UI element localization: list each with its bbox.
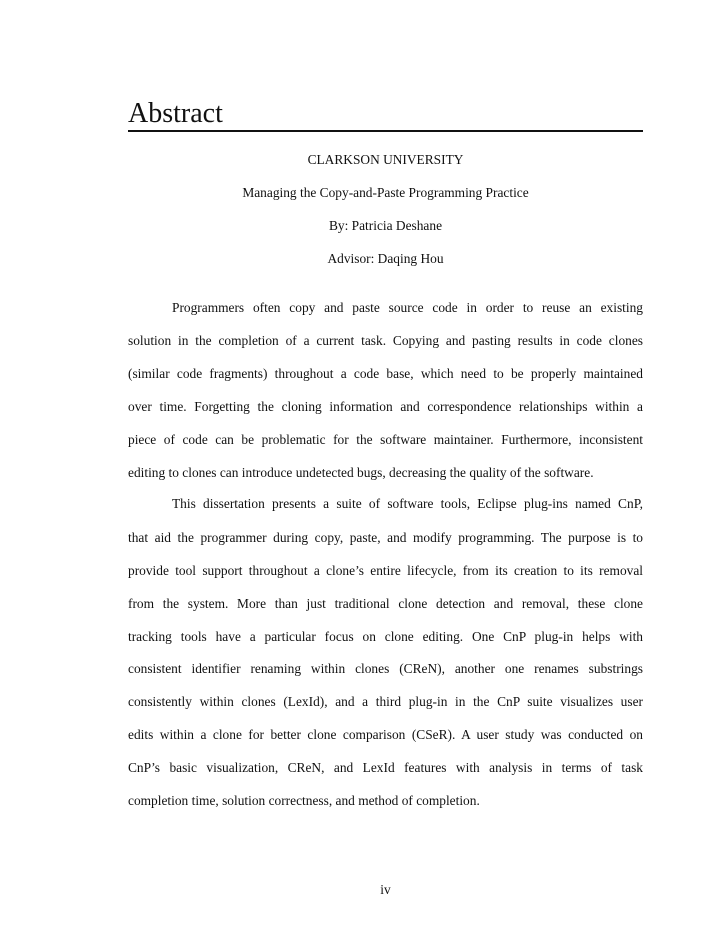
paragraph-line: consistent identifier renaming within clones (CReN), another one renames substrings (128, 661, 643, 676)
paragraph-line: consistently within clones (LexId), and a third plug-in in the CnP suite visualizes user (128, 694, 643, 709)
institution-name: CLARKSON UNIVERSITY (307, 152, 464, 167)
advisor-line: Advisor: Daqing Hou (327, 251, 444, 266)
dissertation-title: Managing the Copy-and-Paste Programming Practice (242, 185, 529, 200)
paragraph-line: that aid the programmer during copy, paste, and modify programming. The purpose is to (128, 530, 643, 545)
paragraph-line: edits within a clone for better clone comparison (CSeR). A user study was conducted on (128, 727, 643, 742)
paragraph-line: editing to clones can introduce undetected bugs, decreasing the quality of the software. (128, 465, 594, 480)
section-heading: Abstract (128, 98, 643, 132)
paragraph-line: from the system. More than just traditional clone detection and removal, these clone (128, 596, 643, 611)
paragraph-line: solution in the completion of a current task. Copying and pasting results in code clones (128, 333, 643, 348)
page-number: iv (380, 882, 391, 897)
paragraph-line: Programmers often copy and paste source code in order to reuse an existing (172, 300, 643, 315)
paragraph-line: provide tool support throughout a clone’s entire lifecycle, from its creation to its removal (128, 563, 643, 578)
paragraph-line: tracking tools have a particular focus on clone editing. One CnP plug-in helps with (128, 629, 643, 644)
paragraph-line: This dissertation presents a suite of software tools, Eclipse plug-ins named CnP, (172, 496, 643, 511)
paragraph-line: over time. Forgetting the cloning information and correspondence relationships within a (128, 399, 643, 414)
paragraph-line: piece of code can be problematic for the software maintainer. Furthermore, inconsistent (128, 432, 643, 447)
author-line: By: Patricia Deshane (328, 218, 443, 233)
paragraph-line: completion time, solution correctness, and method of completion. (128, 793, 480, 808)
paragraph-line: (similar code fragments) throughout a code base, which need to be properly maintained (128, 366, 643, 381)
paragraph-line: CnP’s basic visualization, CReN, and LexId features with analysis in terms of task (128, 760, 643, 775)
